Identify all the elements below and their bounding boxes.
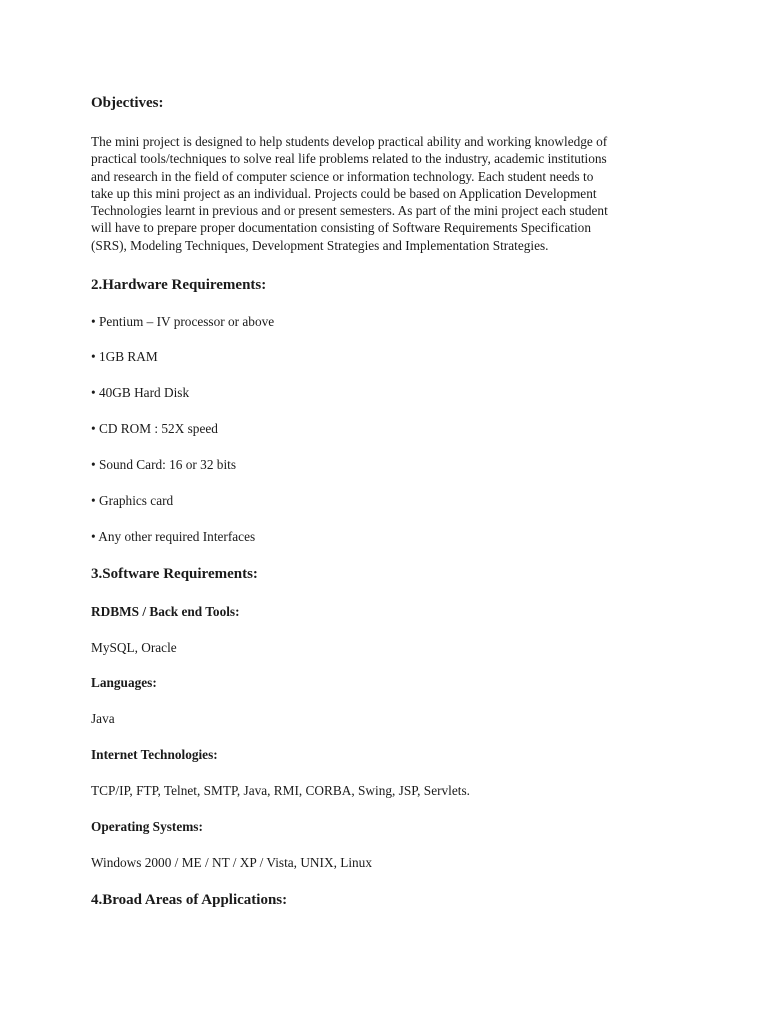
software-group-label: Operating Systems:	[91, 819, 203, 834]
software-heading: 3.Software Requirements:	[91, 566, 258, 582]
paragraph-line: (SRS), Modeling Techniques, Development Strategies and Implementation Strategies.	[91, 237, 549, 253]
hardware-item: • 40GB Hard Disk	[91, 385, 190, 400]
paragraph-line: take up this mini project as an individual. Projects could be based on Application Development	[91, 185, 597, 201]
software-group-value: Java	[91, 711, 115, 726]
hardware-item: • Any other required Interfaces	[91, 529, 256, 544]
hardware-item: • 1GB RAM	[91, 349, 158, 364]
software-group-value: Windows 2000 / ME / NT / XP / Vista, UNIX, Linux	[91, 855, 372, 870]
objectives-paragraph	[91, 133, 691, 254]
objectives-heading: Objectives:	[91, 95, 164, 111]
software-group-value: MySQL, Oracle	[91, 640, 177, 655]
hardware-item: • Graphics card	[91, 493, 174, 508]
hardware-item: • Sound Card: 16 or 32 bits	[91, 457, 237, 472]
software-group-label: RDBMS / Back end Tools:	[91, 604, 240, 619]
software-group-label: Languages:	[91, 675, 157, 690]
hardware-heading: 2.Hardware Requirements:	[91, 277, 267, 293]
paragraph-line: Technologies learnt in previous and or present semesters. As part of the mini project each student	[91, 203, 608, 219]
hardware-item: • CD ROM : 52X speed	[91, 421, 218, 436]
paragraph-line: will have to prepare proper documentation consisting of Software Requirements Specification	[91, 220, 591, 236]
software-group-label: Internet Technologies:	[91, 747, 218, 762]
paragraph-line: The mini project is designed to help students develop practical ability and working knowledge of	[91, 134, 608, 149]
hardware-item: • Pentium – IV processor or above	[91, 314, 275, 329]
applications-heading: 4.Broad Areas of Applications:	[91, 892, 288, 908]
software-group-value: TCP/IP, FTP, Telnet, SMTP, Java, RMI, CORBA, Swing, JSP, Servlets.	[91, 783, 470, 798]
paragraph-line: practical tools/techniques to solve real life problems related to the industry, academic institutions	[91, 151, 607, 167]
paragraph-line: and research in the field of computer science or information technology. Each student needs to	[91, 168, 594, 184]
